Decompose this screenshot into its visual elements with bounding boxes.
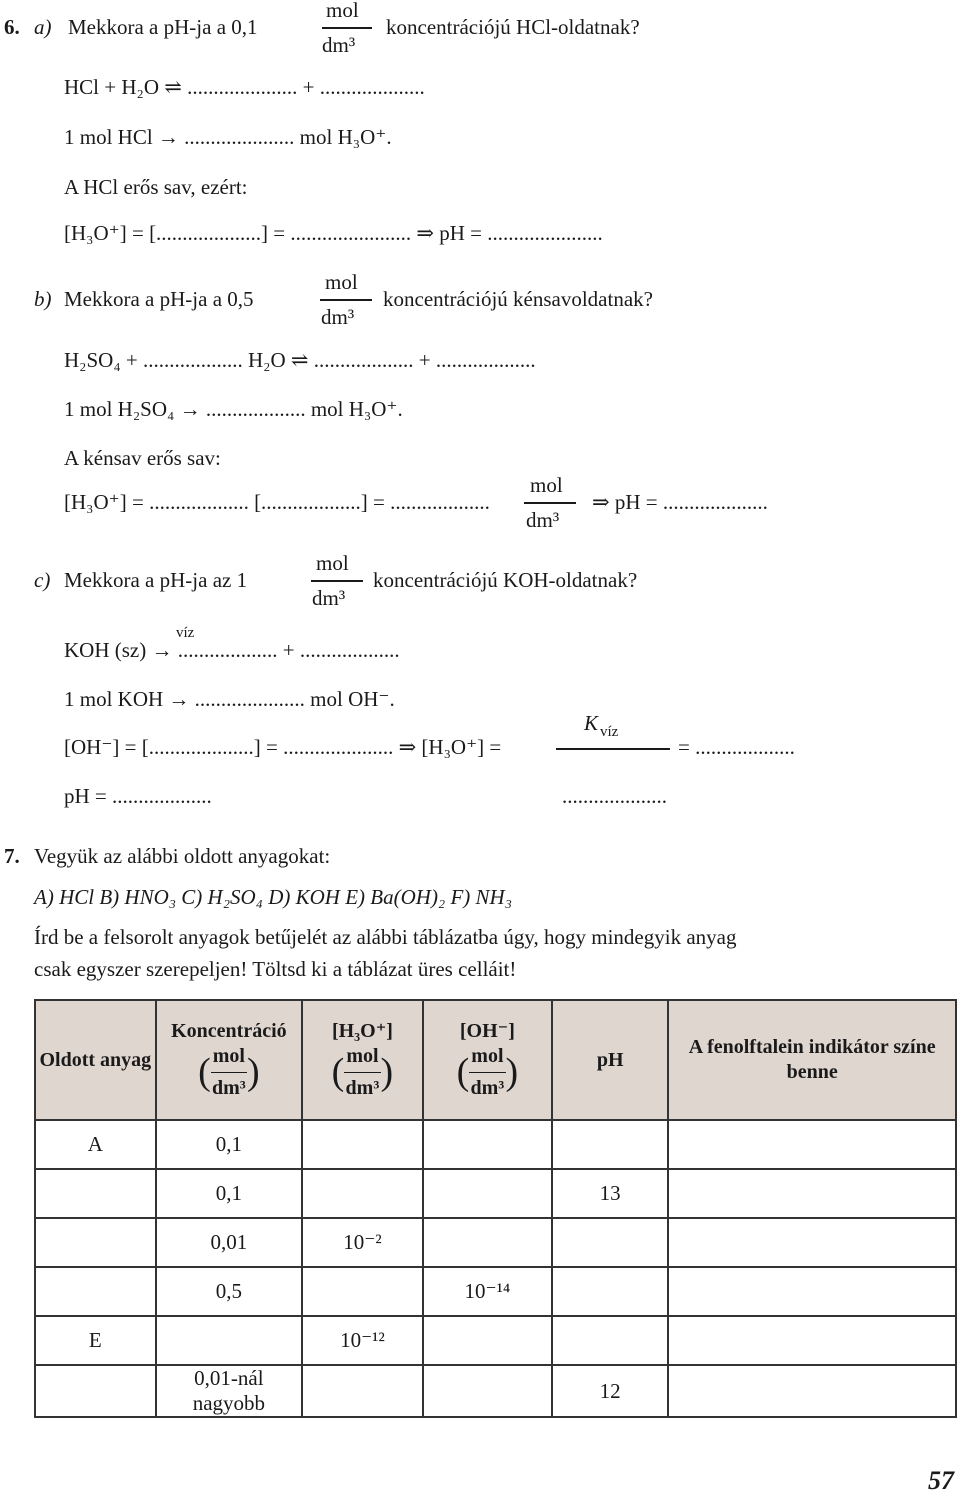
cell-indicator[interactable] <box>668 1218 956 1267</box>
cell-indicator[interactable] <box>668 1365 956 1417</box>
cell-oh[interactable] <box>423 1169 552 1218</box>
part-b-strong-acid-note: A kénsav erős sav: <box>64 446 221 470</box>
part-a-unit-numerator: mol <box>326 0 359 22</box>
header-concentration-text: Koncentráció <box>171 1020 287 1042</box>
question-7-instruction-1: Írd be a felsorolt anyagok betűjelét az alábbi táblázatba úgy, hogy mindegyik anyag <box>34 925 737 949</box>
header-concentration <box>156 1000 302 1120</box>
cell-solute[interactable] <box>35 1218 156 1267</box>
unit-fraction <box>469 1044 505 1101</box>
cell-ph[interactable] <box>552 1267 668 1316</box>
cell-concentration[interactable]: 0,1 <box>156 1169 302 1218</box>
table-row <box>35 1120 956 1169</box>
part-a-label: a) <box>34 15 52 39</box>
cell-h3o[interactable]: 10⁻² <box>302 1218 423 1267</box>
header-solute-text: Oldott anyag <box>39 1048 152 1071</box>
part-a-question-end: koncentrációjú HCl-oldatnak? <box>386 15 640 39</box>
unit-num: mol <box>344 1044 380 1073</box>
cell-oh[interactable] <box>423 1316 552 1365</box>
part-b-ph-result: ⇒ pH = .................... <box>592 490 768 514</box>
table-header-row <box>35 1000 956 1120</box>
cell-ph[interactable]: 12 <box>552 1365 668 1417</box>
data-table <box>34 999 957 1418</box>
cell-oh[interactable] <box>423 1120 552 1169</box>
part-a-unit-denominator: dm³ <box>322 33 356 57</box>
part-c-kw-symbol: K <box>584 711 599 735</box>
part-b-equation: H₂SO₄ + ................... H₂O ⇌ ................... + ................... <box>64 348 536 372</box>
question-7-instruction-2: csak egyszer szerepeljen! Töltsd ki a táblázat üres celláit! <box>34 957 517 981</box>
question-7-intro: Vegyük az alábbi oldott anyagokat: <box>34 844 331 868</box>
unit-num: mol <box>211 1044 247 1073</box>
header-indicator <box>668 1000 956 1120</box>
header-oh-text: [OH⁻] <box>459 1020 515 1042</box>
part-c-water-label: víz <box>176 625 195 641</box>
question-7-options: A) HCl B) HNO₃ C) H₂SO₄ D) KOH E) Ba(OH)₂ F) NH₃ <box>34 885 513 909</box>
part-a-equation: HCl + H₂O ⇌ ..................... + .................... <box>64 75 425 99</box>
header-h3o <box>302 1000 423 1120</box>
part-c-dissociation: KOH (sz) → ................... + ................... <box>64 638 400 662</box>
part-c-fraction-bar <box>311 580 363 582</box>
cell-ph[interactable] <box>552 1218 668 1267</box>
part-b-unit-denominator: dm³ <box>321 305 355 329</box>
cell-indicator[interactable] <box>668 1120 956 1169</box>
part-c-unit-numerator: mol <box>316 551 349 575</box>
part-b-question-end: koncentrációjú kénsavoldatnak? <box>383 287 653 311</box>
cell-oh[interactable] <box>423 1218 552 1267</box>
cell-indicator[interactable] <box>668 1267 956 1316</box>
part-a-mole-ratio: 1 mol HCl → ..................... mol H₃O⁺. <box>64 125 392 149</box>
cell-solute[interactable] <box>35 1365 156 1417</box>
header-ph-text: pH <box>596 1048 624 1071</box>
part-c-kw-subscript: víz <box>600 724 619 740</box>
part-a-strong-acid-note: A HCl erős sav, ezért: <box>64 175 248 199</box>
part-c-h3o-result: = ................... <box>678 735 795 759</box>
unit-num: mol <box>469 1044 505 1073</box>
table-row <box>35 1316 956 1365</box>
paren-left: ( <box>331 1050 345 1093</box>
part-b-question-start: Mekkora a pH-ja a 0,5 <box>64 287 254 311</box>
cell-h3o[interactable] <box>302 1169 423 1218</box>
part-c-blank: .................... <box>562 784 667 808</box>
part-c-question-start: Mekkora a pH-ja az 1 <box>64 568 248 592</box>
part-b-ph-calc: [H₃O⁺] = ................... [...................] = ................... <box>64 490 490 514</box>
unit-fraction <box>344 1044 380 1101</box>
table-row <box>35 1218 956 1267</box>
cell-ph[interactable] <box>552 1120 668 1169</box>
part-c-question-end: koncentrációjú KOH-oldatnak? <box>373 568 638 592</box>
table-row <box>35 1169 956 1218</box>
part-b-calc-unit-numerator: mol <box>530 473 563 497</box>
part-b-unit-numerator: mol <box>325 270 358 294</box>
unit-den: dm³ <box>470 1077 505 1099</box>
part-c-mole-ratio: 1 mol KOH → ..................... mol OH⁻. <box>64 687 395 711</box>
part-c-oh-calc: [OH⁻] = [....................] = ..................... ⇒ [H₃O⁺] = <box>64 735 502 759</box>
cell-concentration[interactable]: 0,01 <box>156 1218 302 1267</box>
cell-h3o[interactable] <box>302 1365 423 1417</box>
cell-solute[interactable]: E <box>35 1316 156 1365</box>
cell-indicator[interactable] <box>668 1169 956 1218</box>
page-number: 57 <box>928 1466 954 1495</box>
cell-concentration[interactable]: 0,01-nál nagyobb <box>156 1365 302 1417</box>
cell-solute[interactable] <box>35 1169 156 1218</box>
table-row <box>35 1365 956 1417</box>
question-6-number: 6. <box>4 15 20 39</box>
cell-indicator[interactable] <box>668 1316 956 1365</box>
paren-left: ( <box>456 1050 470 1093</box>
cell-concentration[interactable] <box>156 1316 302 1365</box>
part-a-fraction-bar <box>322 27 372 29</box>
cell-h3o[interactable]: 10⁻¹² <box>302 1316 423 1365</box>
header-h3o-text: [H₃O⁺] <box>331 1020 393 1042</box>
paren-right: ) <box>505 1050 519 1093</box>
cell-oh[interactable] <box>423 1365 552 1417</box>
header-oh <box>423 1000 552 1120</box>
paren-right: ) <box>380 1050 394 1093</box>
cell-solute[interactable]: A <box>35 1120 156 1169</box>
question-7-number: 7. <box>4 844 20 868</box>
part-a-question-start: Mekkora a pH-ja a 0,1 <box>68 15 258 39</box>
part-c-kw-fraction-bar <box>556 748 670 750</box>
cell-solute[interactable] <box>35 1267 156 1316</box>
cell-ph[interactable]: 13 <box>552 1169 668 1218</box>
paren-right: ) <box>246 1050 260 1093</box>
paren-left: ( <box>198 1050 211 1093</box>
part-c-unit-denominator: dm³ <box>312 586 346 610</box>
header-ph <box>552 1000 668 1120</box>
header-solute <box>35 1000 156 1120</box>
part-b-fraction-bar <box>320 299 372 301</box>
part-b-calc-fraction-bar <box>524 502 576 504</box>
cell-h3o[interactable] <box>302 1120 423 1169</box>
part-c-ph-result: pH = ................... <box>64 784 212 808</box>
header-indicator-text: A fenolftalein indikátor színe benne <box>688 1036 936 1083</box>
cell-concentration[interactable]: 0,1 <box>156 1120 302 1169</box>
part-a-ph-calc: [H₃O⁺] = [....................] = ....................... ⇒ pH = ...................... <box>64 221 603 245</box>
cell-oh[interactable]: 10⁻¹⁴ <box>423 1267 552 1316</box>
part-c-label: c) <box>34 568 51 592</box>
part-b-calc-unit-denominator: dm³ <box>526 508 560 532</box>
table-row <box>35 1267 956 1316</box>
cell-concentration[interactable]: 0,5 <box>156 1267 302 1316</box>
part-b-label: b) <box>34 287 52 311</box>
unit-fraction <box>211 1044 247 1101</box>
cell-ph[interactable] <box>552 1316 668 1365</box>
cell-h3o[interactable] <box>302 1267 423 1316</box>
unit-den: dm³ <box>345 1077 380 1099</box>
unit-den: dm³ <box>211 1077 246 1099</box>
part-b-mole-ratio: 1 mol H₂SO₄ → ................... mol H₃O⁺. <box>64 397 403 421</box>
